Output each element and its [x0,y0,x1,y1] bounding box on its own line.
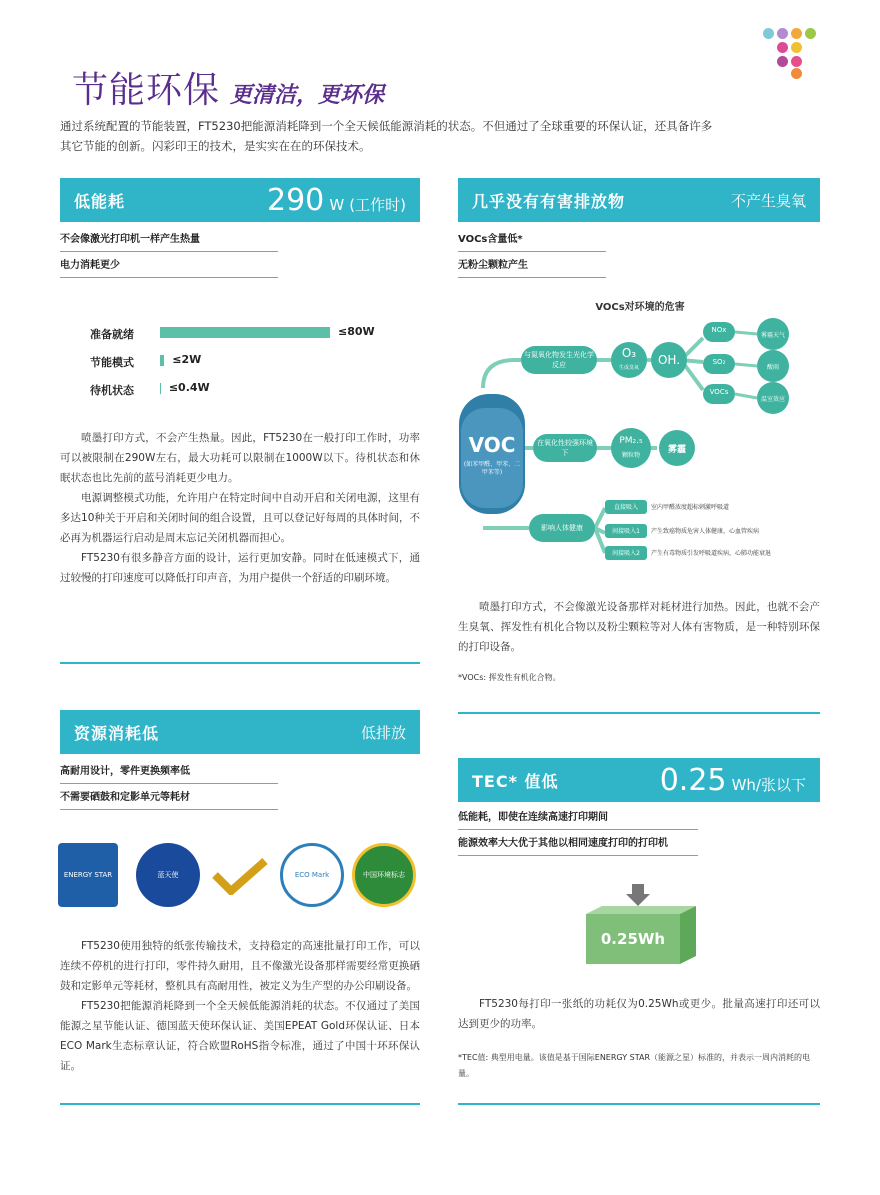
vocs-text: VOCs [709,388,729,396]
emissions-body [458,597,820,657]
emissions-band [458,178,820,222]
power-note: (工作时) [349,195,406,214]
tec-sub1: 低能耗，即使在连续高速打印期间 [458,806,698,830]
paragraph: FT5230使用独特的纸张传输技术，支持稳定的高速批量打印工作，可以连续不停机的进行打印，零件持久耐用，且不像激光设备那样需要经常更换硒鼓和定影单元等耗材，整机具有高耐用性，被定义为生产型的办公印刷设备。 [60,940,420,992]
tec-value [660,763,806,798]
pm-note: 颗粒物 [621,452,640,459]
bar-row-standby [90,376,410,404]
power-unit: W [329,195,345,214]
path2-text: 在氧化性较强环境下 [537,439,593,457]
logo-dot [777,56,788,67]
down-arrow-icon [626,884,650,906]
resources-body [60,936,420,1076]
blue-angel-logo [136,843,200,907]
emissions-label: 几乎没有有害排放物 [472,191,626,211]
logo-dot [791,28,802,39]
low-power-sub1: 不会像激光打印机一样产生热量 [60,228,278,252]
power-number: 290 [266,182,325,218]
logo-dot [777,42,788,53]
logo-dot [791,68,802,79]
page-title [72,62,384,113]
title-sub: 更清洁，更环保 [230,83,385,108]
divider [458,712,820,714]
voc-label: VOC [468,433,516,457]
tec-body [458,994,820,1034]
badge-text: 蓝天使 [157,871,179,879]
low-power-band [60,178,420,222]
diagram-title: VOCs对环境的危害 [595,302,685,313]
health-tag-1-text: 直接吸入 [613,504,638,511]
tec-number: 0.25 [659,762,727,798]
path3-text: 影响人体健康 [541,524,583,532]
bar-value: ≤80W [338,325,375,338]
sox-text: SO₂ [712,358,726,366]
nox-text: NOx [711,326,727,334]
divider [60,1103,420,1105]
o3-text: O₃ [621,346,637,360]
paragraph: 喷墨打印方式，不会像激光设备那样对耗材进行加热。因此，也就不会产生臭氧、挥发性有机化合物以及粉尘颗粒等对人体有害物质，是一种特别环保的打印设备。 [458,601,820,653]
tec-unit: Wh/张以下 [731,775,806,794]
divider [60,662,420,664]
paragraph: FT5230每打印一张纸的功耗仅为0.25Wh或更少。批量高速打印还可以达到更少的功率。 [458,998,820,1030]
tec-band [458,758,820,802]
resources-label: 资源消耗低 [74,723,160,743]
bar-value: ≤2W [172,353,202,366]
emissions-right: 不产生臭氧 [730,191,806,210]
logo-dot [763,28,774,39]
brand-logo [763,28,823,80]
health-3-text: 产生有毒物质引发呼吸道疾病，心肺功能衰退 [651,550,772,557]
o3-note: 生成臭氧 [618,365,639,371]
energy-star-logo [58,843,118,907]
epeat-logo [208,843,272,907]
low-power-body [60,428,420,588]
health-1-text: 室内甲醛浓度超标刺激呼吸道 [651,504,730,511]
intro-text: 通过系统配置的节能装置，FT5230把能源消耗降到一个全天候低能源消耗的状态。不但通过了全球重要的环保认证，还具备许多其它节能的创新。闪彩印王的技术，是实实在在的环保技术。 [60,119,713,153]
china-eco-label-logo [352,843,416,907]
voc-harm-diagram [455,298,825,573]
power-bar-chart [90,320,410,404]
bar-fill [160,383,161,394]
badge-text: ECO Mark [294,871,330,879]
bar-value: ≤0.4W [168,381,210,394]
eco-mark-logo [280,843,344,907]
low-power-value [267,183,406,218]
title-main: 节能环保 [72,70,221,111]
bar-label: 节能模式 [90,356,134,369]
tec-box-value: 0.25Wh [600,930,666,948]
pm-circle [611,428,651,468]
resources-right: 低排放 [360,723,406,742]
pm-text: PM₂.₅ [619,436,643,446]
tec-sub2: 能源效率大大优于其他以相同速度打印的打印机 [458,832,698,856]
logo-dot [791,56,802,67]
resources-sub1: 高耐用设计，零件更换频率低 [60,760,278,784]
emissions-sub1: VOCs含量低* [458,228,606,252]
resources-sub2: 不需要硒鼓和定影单元等耗材 [60,786,278,810]
paragraph: FT5230把能源消耗降到一个全天候低能源消耗的状态。不仅通过了美国能源之星节能认证、德国蓝天使环保认证、美国EPEAT Gold环保认证、日本ECO Mark生态标章认证，符合欧盟RoHS指令标准，通过了中国十环环保认证。 [60,1000,420,1072]
health-tag-3-text: 间接吸入2 [612,550,640,557]
tec-3d-box [580,880,700,970]
divider [458,1103,820,1105]
result-3: 温室效应 [760,396,785,403]
oh-text: OH. [657,353,681,367]
tec-label: TEC* 值低 [472,771,559,791]
voc-note: (如苯甲醛、甲苯、二甲苯等) [463,461,521,476]
low-power-label: 低能耗 [74,191,126,211]
resources-band [60,710,420,754]
logo-dot [791,42,802,53]
path1-text: 与氮氧化物发生光化学反应 [524,351,594,369]
bar-fill [160,355,164,366]
paragraph: 电源调整模式功能，允许用户在特定时间中自动开启和关闭电源，这里有多达10种关于开启和关闭时间的组合设置，且可以登记好每周的具体时间，不必再为机器运行启动是周末忘记关闭机器而担心。 [60,492,420,544]
bar-row-saving [90,348,410,376]
low-power-sub2: 电力消耗更少 [60,254,278,278]
bar-label: 待机状态 [90,384,134,397]
badge-text: 中国环境标志 [363,871,405,879]
result-1: 雾霾天气 [760,332,785,339]
smog-text: 雾霾 [667,445,686,455]
bar-row-ready [90,320,410,348]
result-2: 酸雨 [766,364,779,371]
paragraph: 喷墨打印方式，不会产生热量。因此，FT5230在一般打印工作时，功率可以被限制在290W左右，最大功耗可以限制在1000W以下。待机状态和休眠状态也比先前的蓝号消耗更少电力。 [60,432,420,484]
emissions-sub2: 无粉尘颗粒产生 [458,254,606,278]
badge-text: ENERGY STAR [63,871,113,879]
logo-dot [805,28,816,39]
logo-dot [777,28,788,39]
paragraph: FT5230有很多静音方面的设计，运行更加安静。同时在低速模式下，通过较慢的打印速度可以降低打印声音，为用户提供一个舒适的印刷环境。 [60,552,420,584]
tec-footnote: *TEC值: 典型用电量。该值是基于国际ENERGY STAR（能源之星）标准的，并表示一周内消耗的电量。 [458,1053,811,1078]
bar-label: 准备就绪 [90,328,134,341]
emissions-footnote: *VOCs: 挥发性有机化合物。 [458,673,561,682]
health-tag-2-text: 间接吸入1 [612,528,640,535]
bar-fill [160,327,330,338]
certification-logos [58,843,418,909]
health-2-text: 产生致癌物质危害人体健康，心血管疾病 [651,528,760,535]
